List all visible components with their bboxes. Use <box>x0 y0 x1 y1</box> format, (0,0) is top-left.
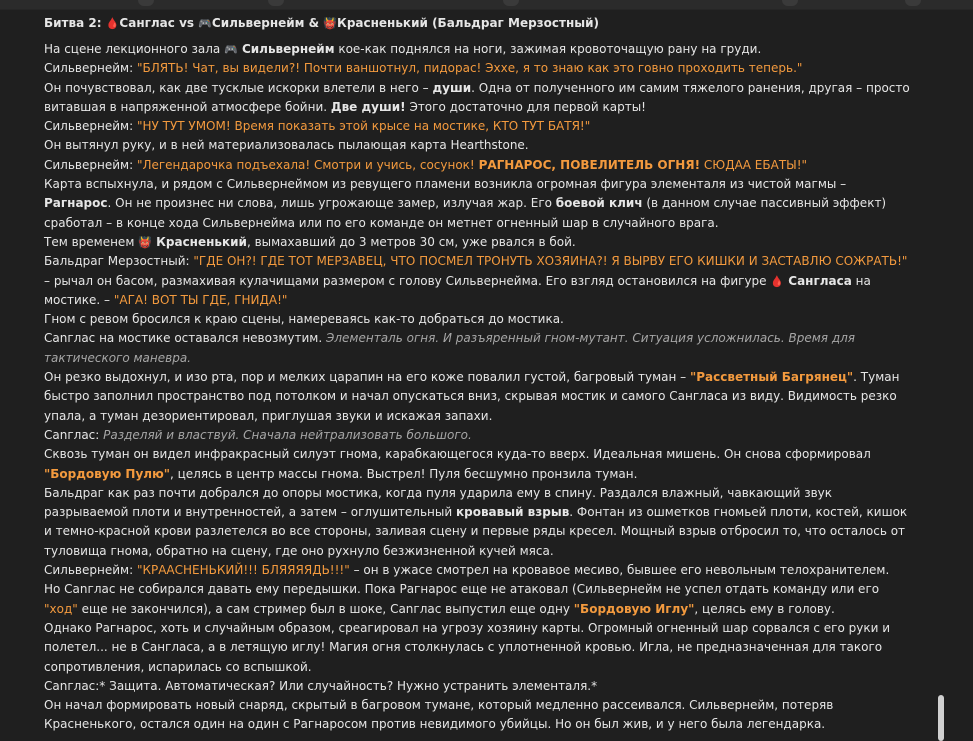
paragraph <box>44 79 914 118</box>
speaker: Сильвернейм: <box>44 61 137 76</box>
bold-text: Сильвернейм <box>237 42 335 56</box>
paragraph <box>44 310 914 329</box>
toolbar-icon[interactable] <box>268 0 284 6</box>
quote-bold: "Бордовую Иглу" <box>573 601 695 616</box>
paragraph <box>44 426 914 445</box>
text: , вымахавший до 3 метров 30 см, уже рвался в бой. <box>246 234 576 249</box>
text: Но Сanглас не собирался давать ему передышки. Пока Рагнарос еще не атаковал (Сильвернейм не успел отдать команду или его <box>44 582 880 597</box>
text: – рычал он басом, размахивая кулачищами размером с голову Сильвернейма. Его взгляд остановился на фигуре <box>44 273 771 288</box>
top-toolbar <box>0 0 973 10</box>
quote-bold: РАГНАРОС, ПОВЕЛИТЕЛЬ ОГНЯ! <box>478 157 701 172</box>
text: Тем временем <box>44 234 139 249</box>
text: Он резко выдохнул, и изо рта, пор и мелких царапин на его коже повалил густой, багровый туман – <box>44 370 690 385</box>
text: . Он не произнес ни слова, лишь угрожающе замер, излучая жар. Его <box>107 196 556 211</box>
bold-text: Рагнарос <box>44 196 108 211</box>
title-prefix: Битва 2: <box>44 16 106 30</box>
paragraph <box>44 368 914 426</box>
blood-drop-icon: 🩸 <box>770 274 785 288</box>
text: На сцене лекционного зала <box>44 42 225 56</box>
text: , целясь в центр массы гнома. Выстрел! Пуля бесшумно пронзила туман. <box>170 466 638 481</box>
scrollbar-thumb[interactable] <box>938 695 944 741</box>
title-fighter-3: Красненький (Бальдраг Мерзостный) <box>337 16 599 30</box>
paragraph <box>44 233 914 252</box>
bold-text: души <box>432 80 472 95</box>
text: Однако Рагнарос, хоть и случайным образом, среагировал на угрозу хозяину карты. Огромный огненный шар сорвался с его руки и полетел... не в Сангласа, а в летящую иглу! Магия огня столкнулась с уплотненной кровью. Игла, не предназначенная для такого сопротивления, испарилась со вспышкой. <box>44 620 891 674</box>
quote: "Легендарочка подъехала! Смотри и учись, сосунок! <box>136 157 479 172</box>
bold-text: боевой клич <box>555 196 643 211</box>
speaker: Сильвернейм: <box>44 157 137 172</box>
paragraph <box>44 619 914 677</box>
text: Сквозь туман он видел инфракрасный силуэт гнома, карабкающегося куда-то вверх. Идеальная мишень. Он снова сформировал <box>44 447 871 462</box>
quote: СЮДАА ЕБАТЫ!" <box>700 157 808 172</box>
toolbar-icon[interactable] <box>905 0 921 6</box>
quote-bold: "Бордовую Пулю" <box>44 466 170 481</box>
text: Он начал формировать новый снаряд, скрытый в багровом тумане, который медленно рассеивался. Сильвернейм, потеряв Красненького, остался один на один с Рагнаросом против невидимого убийцы. Но он был жив, и у него была легендарка. <box>44 698 834 732</box>
paragraph <box>44 677 914 696</box>
paragraph <box>44 580 914 619</box>
text: – он в ужасе смотрел на кровавое месиво, бывшее его невольным телохранителем. <box>349 563 890 578</box>
paragraph <box>44 561 914 580</box>
text: Он вытянул руку, и в ней материализовалась пылающая карта Hearthstone. <box>44 138 529 153</box>
text: на мостике. – <box>44 273 871 307</box>
text: . Туман быстро заполнил пространство под потолком и начал опускаться вниз, скрывая мостик и самого Сангласа из виду. Видимость резко упала, а туман дезориентировал, приглушая звуки и искажая запахи. <box>44 370 900 423</box>
speaker: Сanглас: <box>44 427 104 442</box>
text: . Фонтан из ошметков гномьей плоти, костей, кишок и темно-красной крови разлетелся во все стороны, заливая сцену и первые ряды кресел. Мощный взрыв отбросил то, что осталось от туловища гнома, обратно на сцену, где оно рухнуло безжизненной кучей мяса. <box>44 505 908 558</box>
gamepad-icon: 🎮 <box>224 43 238 56</box>
paragraph <box>44 175 914 233</box>
quote: "АГА! ВОТ ТЫ ГДЕ, ГНИДА!" <box>113 292 288 307</box>
blood-drop-icon: 🩸 <box>105 17 120 30</box>
paragraph <box>44 445 914 484</box>
italic-thought: Разделяй и властвуй. Сначала нейтрализовать большого. <box>103 427 472 442</box>
text: , целясь ему в голову. <box>694 601 835 616</box>
quote: "ход" <box>44 601 78 616</box>
ogre-icon: 👹 <box>138 235 152 249</box>
text: Гном с ревом бросился к краю сцены, намереваясь как-то добраться до мостика. <box>44 312 564 327</box>
bold-text: Сангласа <box>784 273 852 288</box>
paragraph <box>44 40 914 59</box>
bold-text: Две души! <box>330 99 406 114</box>
paragraph <box>44 156 914 175</box>
text: . Одна от полученного им самим тяжелого ранения, другая – просто витавшая в напряженной атмосфере бойни. <box>44 80 910 114</box>
quote: "НУ ТУТ УМОМ! Время показать этой крысе на мостике, КТО ТУТ БАТЯ!" <box>136 119 591 134</box>
paragraph <box>44 329 914 368</box>
text: Карта вспыхнула, и рядом с Сильвернеймом из ревущего пламени возникла огромная фигура элементаля из чистой магмы – <box>44 177 847 192</box>
paragraph <box>44 136 914 155</box>
message-body <box>44 14 914 735</box>
quote: "КРААСНЕНЬКИЙ!!! БЛЯЯЯЯДЬ!!!" <box>136 563 350 578</box>
paragraph <box>44 59 914 78</box>
text: еще не закончился), а сам стример был в шоке, Сanглас выпустил еще одну <box>77 601 574 616</box>
italic-thought: Элементаль огня. И разъяренный гном-мутант. Ситуация усложнилась. Время для тактического маневра. <box>44 331 856 365</box>
speaker: Бальдраг Мерзостный: <box>44 254 194 269</box>
text: Сanглас на мостике оставался невозмутим. <box>44 331 326 346</box>
text: (в данном случае пассивный эффект) сработал – в конце хода Сильвернейма или по его команде он метнет огненный шар в случайного врага. <box>44 196 887 230</box>
title-fighter-2: Сильвернейм & <box>211 16 324 30</box>
bold-text: Красненький <box>151 234 247 249</box>
text: Сanглас:* Защита. Автоматическая? Или случайность? Нужно устранить элементаля.* <box>44 678 598 693</box>
paragraph <box>44 696 914 735</box>
text: кое-как поднялся на ноги, зажимая кровоточащую рану на груди. <box>334 42 762 56</box>
battle-title <box>44 14 914 33</box>
quote: "БЛЯТЬ! Чат, вы видели?! Почти ваншотнул, пидорас! Эххе, я то знаю как это говно проходить теперь." <box>136 61 803 76</box>
speaker: Сильвернейм: <box>44 563 137 578</box>
quote: "ГДЕ ОН?! ГДЕ ТОТ МЕРЗАВЕЦ, ЧТО ПОСМЕЛ ТРОНУТЬ ХОЗЯИНА?! Я ВЫРВУ ЕГО КИШКИ И ЗАСТАВЛЮ СОЖРАТЬ!" <box>193 254 908 269</box>
toolbar-icon[interactable] <box>503 0 519 6</box>
paragraph <box>44 117 914 136</box>
text: Этого достаточно для первой карты! <box>405 99 646 114</box>
title-fighter-1: Санглас vs <box>119 16 199 30</box>
text: Он почувствовал, как две тусклые искорки влетели в него – <box>44 80 433 95</box>
quote-bold: "Рассветный Багрянец" <box>690 370 854 385</box>
toolbar-icon[interactable] <box>138 0 154 6</box>
toolbar-icon[interactable] <box>782 0 798 6</box>
paragraph <box>44 252 914 310</box>
text: Бальдраг как раз почти добрался до опоры мостика, когда пуля ударила ему в спину. Раздался влажный, чавкающий звук разрываемой плоти и внутренностей, а затем – оглушительный <box>44 485 833 520</box>
bold-text: кровавый взрыв <box>455 505 570 520</box>
speaker: Сильвернейм: <box>44 119 137 134</box>
paragraph <box>44 484 914 561</box>
gamepad-icon: 🎮 <box>198 17 212 30</box>
ogre-icon: 👹 <box>323 17 338 30</box>
